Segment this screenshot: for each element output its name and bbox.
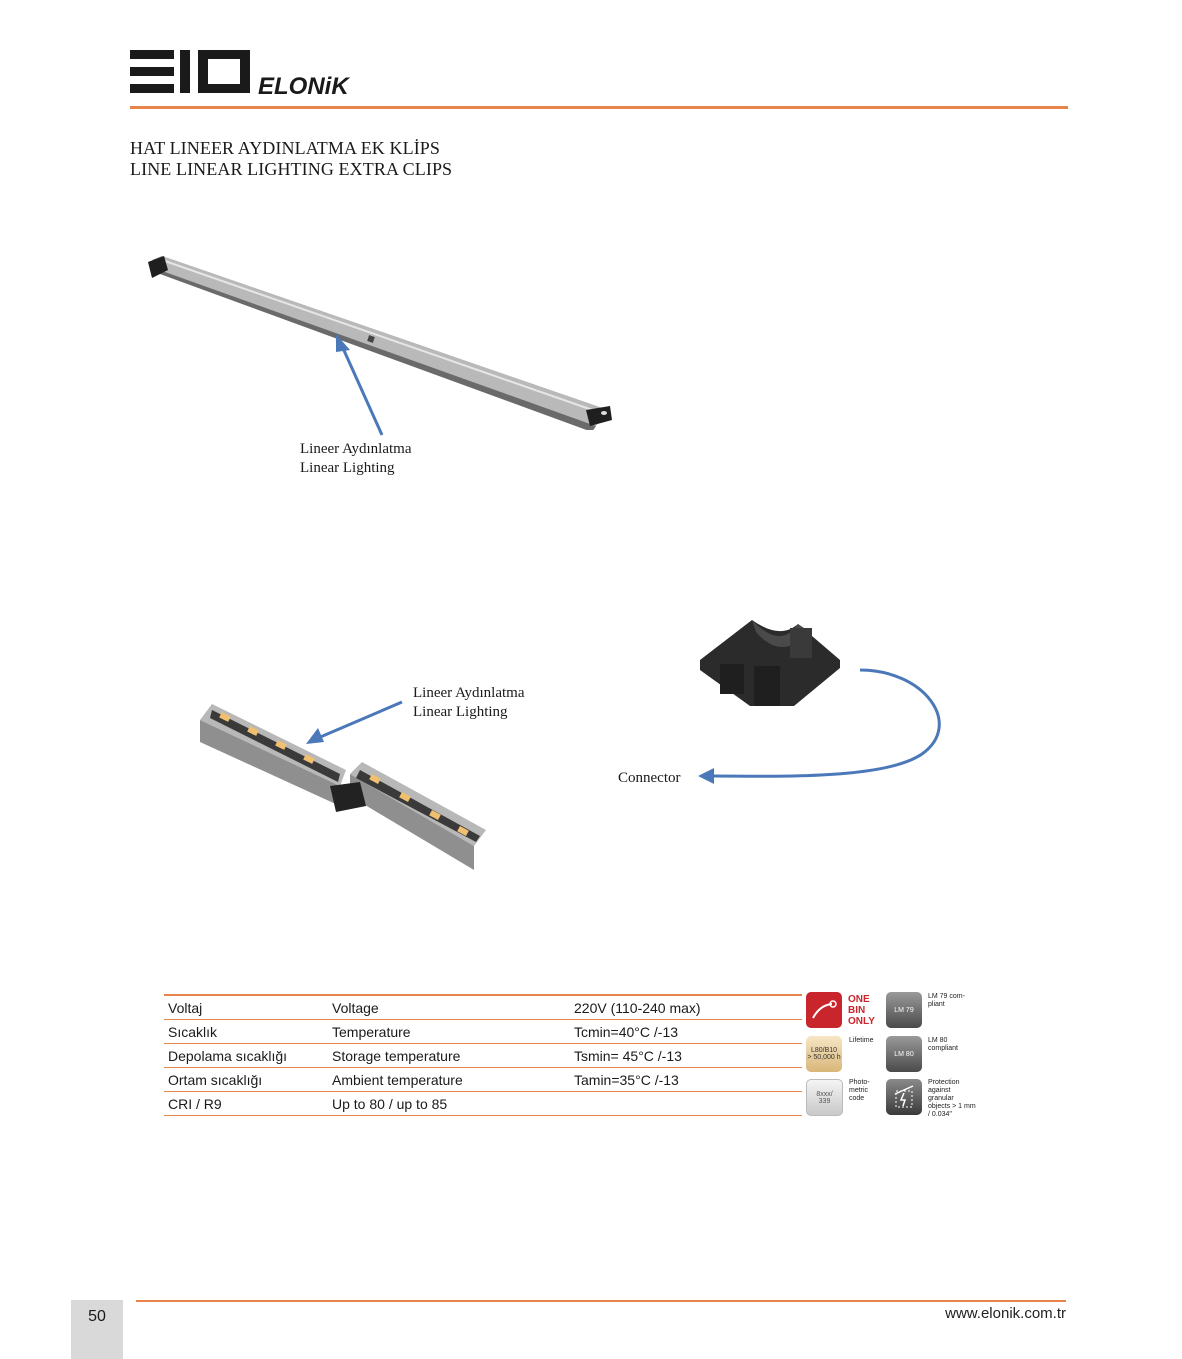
title-tr: HAT LINEER AYDINLATMA EK KLİPS — [130, 138, 441, 158]
spec-value: 220V (110-240 max) — [570, 995, 802, 1020]
spec-tr: CRI / R9 — [164, 1092, 328, 1116]
protection-icon — [886, 1079, 922, 1115]
label-en: Linear Lighting — [413, 704, 508, 720]
arrow-to-connector — [694, 664, 954, 784]
linear-lighting-label-2 — [413, 684, 525, 722]
one-bin-label: ONE BIN ONLY — [848, 994, 875, 1027]
lm79-caption: LM 79 com- pliant — [928, 993, 965, 1008]
page-title — [130, 138, 452, 180]
arrow-to-bar — [330, 330, 390, 440]
connector-label: Connector — [618, 770, 681, 786]
spec-en: Voltage — [328, 995, 570, 1020]
spec-en: Up to 80 / up to 85 — [328, 1092, 570, 1116]
lifetime-icon-top: L80/B10 — [810, 1047, 838, 1054]
spec-value: Tcmin=40°C /-13 — [570, 1020, 802, 1044]
spec-tr: Sıcaklık — [164, 1020, 328, 1044]
lifetime-icon-bottom: > 50,000 h — [807, 1054, 841, 1061]
photometric-caption: Photo- metric code — [849, 1079, 870, 1102]
header-rule — [130, 106, 1068, 109]
photometric-icon-text: 8xxx/ 339 — [816, 1090, 833, 1105]
table-row — [164, 1092, 802, 1116]
label-tr: Lineer Aydınlatma — [300, 441, 412, 457]
table-row — [164, 1068, 802, 1092]
website-link[interactable]: www.elonik.com.tr — [945, 1305, 1066, 1322]
arrow-to-joined-lights — [300, 696, 410, 752]
lifetime-icon — [806, 1036, 842, 1072]
spec-tr: Ortam sıcaklığı — [164, 1068, 328, 1092]
footer-rule — [136, 1300, 1066, 1302]
spec-en: Storage temperature — [328, 1044, 570, 1068]
spec-value: Tamin=35°C /-13 — [570, 1068, 802, 1092]
table-row — [164, 995, 802, 1020]
elonik-logo — [128, 44, 368, 100]
lm79-icon — [886, 992, 922, 1028]
table-row — [164, 1044, 802, 1068]
page-number: 50 — [88, 1308, 106, 1325]
lm80-icon — [886, 1036, 922, 1072]
spec-value: Tsmin= 45°C /-13 — [570, 1044, 802, 1068]
linear-lighting-label-1 — [300, 440, 412, 478]
protection-caption: Protection against granular objects > 1 mm / 0.034" — [928, 1079, 976, 1118]
lm80-icon-text: LM 80 — [894, 1050, 914, 1058]
spec-table — [164, 994, 802, 1116]
label-tr: Lineer Aydınlatma — [413, 685, 525, 701]
photometric-icon — [806, 1079, 843, 1116]
spec-en: Temperature — [328, 1020, 570, 1044]
spec-value — [570, 1092, 802, 1116]
table-row — [164, 1020, 802, 1044]
spec-tr: Depolama sıcaklığı — [164, 1044, 328, 1068]
one-bin-icon — [806, 992, 842, 1028]
spec-en: Ambient temperature — [328, 1068, 570, 1092]
title-en: LINE LINEAR LIGHTING EXTRA CLIPS — [130, 159, 453, 179]
spec-tr: Voltaj — [164, 995, 328, 1020]
lm79-icon-text: LM 79 — [894, 1006, 914, 1014]
lifetime-caption: Lifetime — [849, 1037, 874, 1044]
svg-text:ELONiK: ELONiK — [258, 73, 349, 100]
lm80-caption: LM 80 compliant — [928, 1037, 958, 1052]
label-en: Linear Lighting — [300, 460, 395, 476]
